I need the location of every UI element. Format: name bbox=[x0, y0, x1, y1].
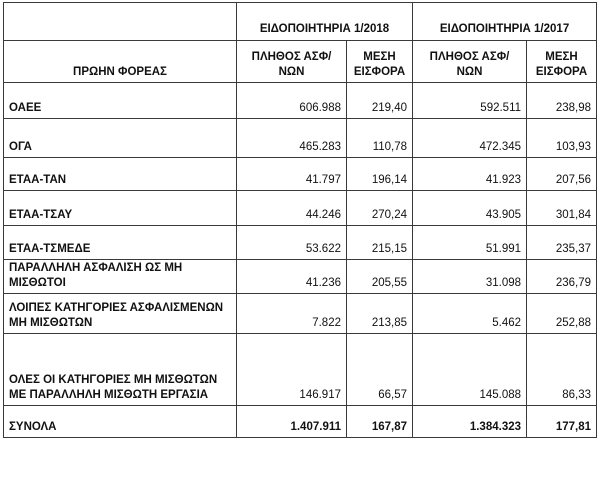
row-label: ΟΓΑ bbox=[4, 119, 237, 158]
table-row bbox=[4, 119, 597, 158]
total-avg-2017: 177,81 bbox=[527, 406, 597, 438]
avg-2018: 219,40 bbox=[347, 83, 413, 119]
count-2017: 5.462 bbox=[413, 294, 527, 334]
header-period-2017: ΕΙΔΟΠΟΙΗΤΗΡΙΑ 1/2017 bbox=[413, 3, 597, 41]
header-count-2017: ΠΛΗΘΟΣ ΑΣΦ/ΝΩΝ bbox=[413, 41, 527, 83]
total-count-2018: 1.407.911 bbox=[237, 406, 347, 438]
header-row-periods bbox=[4, 3, 597, 41]
row-label: ΕΤΑΑ-ΤΣΜΕΔΕ bbox=[4, 226, 237, 260]
avg-2018: 215,15 bbox=[347, 226, 413, 260]
row-label: ΕΤΑΑ-ΤΑΝ bbox=[4, 158, 237, 191]
totals-row bbox=[4, 406, 597, 438]
count-2018: 41.236 bbox=[237, 260, 347, 294]
count-2018: 53.622 bbox=[237, 226, 347, 260]
header-count-2018: ΠΛΗΘΟΣ ΑΣΦ/ΝΩΝ bbox=[237, 41, 347, 83]
count-2018: 7.822 bbox=[237, 294, 347, 334]
table-row bbox=[4, 158, 597, 191]
count-2017: 43.905 bbox=[413, 191, 527, 226]
avg-2018: 66,57 bbox=[347, 334, 413, 406]
avg-2018: 213,85 bbox=[347, 294, 413, 334]
avg-2018: 205,55 bbox=[347, 260, 413, 294]
row-label: ΛΟΙΠΕΣ ΚΑΤΗΓΟΡΙΕΣ ΑΣΦΑΛΙΣΜΕΝΩΝ ΜΗ ΜΙΣΘΩΤΩΝ bbox=[4, 294, 237, 334]
row-label: ΟΛΕΣ ΟΙ ΚΑΤΗΓΟΡΙΕΣ ΜΗ ΜΙΣΘΩΤΩΝ ΜΕ ΠΑΡΑΛΛΗΛΗ ΜΙΣΘΩΤΗ ΕΡΓΑΣΙΑ bbox=[4, 334, 237, 406]
count-2017: 41.923 bbox=[413, 158, 527, 191]
count-2017: 145.088 bbox=[413, 334, 527, 406]
count-2017: 31.098 bbox=[413, 260, 527, 294]
header-avg-2017: ΜΕΣΗ ΕΙΣΦΟΡΑ bbox=[527, 41, 597, 83]
avg-2018: 270,24 bbox=[347, 191, 413, 226]
avg-2017: 86,33 bbox=[527, 334, 597, 406]
total-avg-2018: 167,87 bbox=[347, 406, 413, 438]
count-2018: 146.917 bbox=[237, 334, 347, 406]
count-2018: 41.797 bbox=[237, 158, 347, 191]
avg-2017: 235,37 bbox=[527, 226, 597, 260]
count-2018: 606.988 bbox=[237, 83, 347, 119]
avg-2018: 196,14 bbox=[347, 158, 413, 191]
header-blank-cell bbox=[4, 3, 237, 41]
avg-2017: 301,84 bbox=[527, 191, 597, 226]
avg-2017: 252,88 bbox=[527, 294, 597, 334]
table-row bbox=[4, 83, 597, 119]
avg-2018: 110,78 bbox=[347, 119, 413, 158]
table-row bbox=[4, 226, 597, 260]
count-2017: 592.511 bbox=[413, 83, 527, 119]
table-row bbox=[4, 191, 597, 226]
avg-2017: 236,79 bbox=[527, 260, 597, 294]
table-row bbox=[4, 260, 597, 294]
header-row-columns bbox=[4, 41, 597, 83]
count-2018: 465.283 bbox=[237, 119, 347, 158]
count-2018: 44.246 bbox=[237, 191, 347, 226]
header-avg-2018: ΜΕΣΗ ΕΙΣΦΟΡΑ bbox=[347, 41, 413, 83]
header-period-2018: ΕΙΔΟΠΟΙΗΤΗΡΙΑ 1/2018 bbox=[237, 3, 413, 41]
avg-2017: 207,56 bbox=[527, 158, 597, 191]
avg-2017: 103,93 bbox=[527, 119, 597, 158]
totals-label: ΣΥΝΟΛΑ bbox=[4, 406, 237, 438]
table-row bbox=[4, 334, 597, 406]
table-row bbox=[4, 294, 597, 334]
row-label: ΟΑΕΕ bbox=[4, 83, 237, 119]
contributions-table bbox=[3, 2, 597, 438]
count-2017: 472.345 bbox=[413, 119, 527, 158]
avg-2017: 238,98 bbox=[527, 83, 597, 119]
row-label: ΕΤΑΑ-ΤΣΑΥ bbox=[4, 191, 237, 226]
count-2017: 51.991 bbox=[413, 226, 527, 260]
header-former-fund: ΠΡΩΗΝ ΦΟΡΕΑΣ bbox=[4, 41, 237, 83]
total-count-2017: 1.384.323 bbox=[413, 406, 527, 438]
row-label: ΠΑΡΑΛΛΗΛΗ ΑΣΦΑΛΙΣΗ ΩΣ ΜΗ ΜΙΣΘΩΤΟΙ bbox=[4, 260, 237, 294]
